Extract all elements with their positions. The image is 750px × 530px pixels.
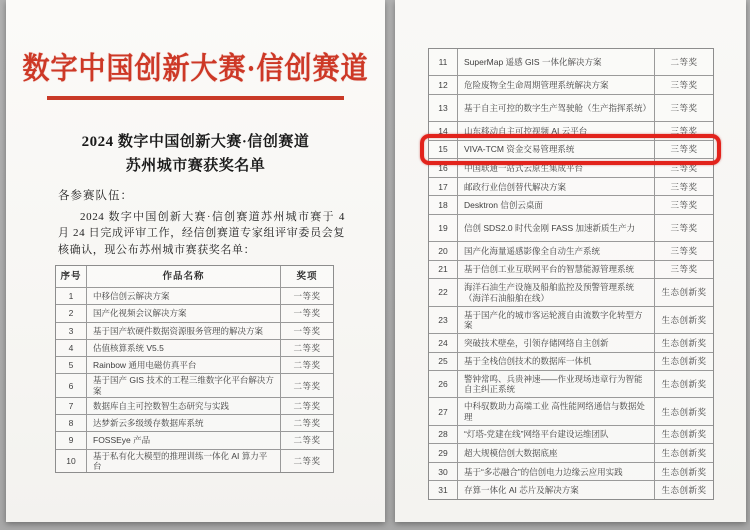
work-name: 存算一体化 AI 芯片及解决方案 [464,485,579,496]
table-row [56,415,333,432]
award-level: 一等奖 [280,305,333,321]
work-name: 达梦新云多级缓存数据库系统 [93,418,204,429]
work-name: 基于国产化的城市客运轮渡自由流数字化转型方案 [464,309,643,330]
row-number: 17 [429,178,458,196]
award-level: 二等奖 [280,415,333,431]
award-level: 一等奖 [280,288,333,304]
work-name: 基于私有化大模型的推理训练一体化 AI 算力平台 [93,450,268,471]
work-name: 超大规模信创大数据底座 [464,447,558,458]
banner-underline [47,96,344,100]
table-row [429,76,713,95]
row-number: 15 [429,141,458,159]
table-row [429,141,713,160]
work-name: FOSSEye 产品 [93,435,151,446]
award-level: 三等奖 [654,95,713,121]
award-level: 三等奖 [654,261,713,279]
award-level: 二等奖 [654,49,713,75]
work-name: 国产化视频会议解决方案 [93,308,187,319]
work-name: 估值核算系统 V5.5 [93,342,164,353]
document-title-line1: 2024 数字中国创新大赛·信创赛道 [81,133,310,150]
table-row [429,261,713,280]
table-row [56,305,333,322]
table-row [429,159,713,178]
table-row [429,426,713,445]
salutation: 各参赛队伍： [58,189,133,202]
table-row [429,196,713,215]
award-level: 二等奖 [280,432,333,448]
table-row [429,398,713,425]
row-number: 2 [56,305,87,321]
row-number: 8 [56,415,87,431]
row-number: 9 [56,432,87,448]
column-header-award: 奖项 [280,266,333,287]
award-level: 三等奖 [654,242,713,260]
page-left [6,0,385,522]
row-number: 1 [56,288,87,304]
work-name: 警钟常鸣、兵贵神速——作业现场违章行为智能自主纠正系统 [464,374,643,395]
row-number: 22 [429,279,458,305]
announcement-paragraph: 2024 数字中国创新大赛·信创赛道苏州城市赛于 4 月 24 日完成评审工作，经信创赛道专家组评审委员会复核确认，现公布苏州城市赛获奖名单： [58,210,345,256]
award-level: 三等奖 [654,215,713,241]
table-row [429,49,713,76]
row-number: 3 [56,323,87,339]
table-row [429,334,713,353]
row-number: 21 [429,261,458,279]
work-name: 基于国产软硬件数据资源服务管理的解决方案 [93,325,264,336]
row-number: 28 [429,426,458,444]
table-row [429,481,713,499]
row-number: 18 [429,196,458,214]
table-header-row [56,266,333,288]
award-level: 生态创新奖 [654,353,713,371]
award-level: 生态创新奖 [654,307,713,333]
document-title [6,130,385,178]
row-number: 19 [429,215,458,241]
table-row [429,215,713,242]
table-row [429,95,713,122]
table-row [429,444,713,463]
row-number: 24 [429,334,458,352]
row-number: 6 [56,374,87,396]
row-number: 4 [56,340,87,356]
work-name: 山东移动自主可控视频 AI 云平台 [464,125,588,136]
work-name: Rainbow 通用电磁仿真平台 [93,360,197,371]
work-name: 基于自主可控的数字生产驾驶舱（生产指挥系统） [464,102,652,113]
row-number: 30 [429,463,458,481]
award-level: 生态创新奖 [654,426,713,444]
award-level: 二等奖 [280,374,333,396]
table-row [429,279,713,306]
award-level: 生态创新奖 [654,279,713,305]
table-row [429,242,713,261]
table-row [429,122,713,141]
table-row [56,288,333,305]
award-level: 三等奖 [654,141,713,159]
work-name: 基于国产 GIS 技术的工程三维数字化平台解决方案 [93,375,274,396]
row-number: 10 [56,450,87,472]
row-number: 29 [429,444,458,462]
table-row [56,432,333,449]
row-number: 26 [429,371,458,397]
work-name: “灯塔-党建在线”网络平台建设运维团队 [464,429,609,440]
table-row [56,323,333,340]
work-name: 中科驭数助力高端工业 高性能网络通信与数据处理 [464,401,645,422]
work-name: 基于信创工业互联网平台的智慧能源管理系统 [464,264,635,275]
work-name: 基于“多芯融合”的信创电力边缘云应用实践 [464,466,623,477]
column-header-no: 序号 [56,266,87,287]
page-right [395,0,746,522]
work-name: VIVA-TCM 资金交易管理系统 [464,144,575,155]
award-level: 生态创新奖 [654,481,713,499]
row-number: 27 [429,398,458,424]
work-name: 突破技术壁垒，引领存储网络自主创新 [464,337,609,348]
work-name: 危险废物全生命周期管理系统解决方案 [464,80,609,90]
table-row [429,371,713,398]
work-name: 基于全栈信创技术的数据库一体机 [464,356,592,367]
work-name: 国产化海量遥感影像全自动生产系统 [464,245,601,256]
table-row [56,398,333,415]
row-number: 7 [56,398,87,414]
work-name: 数据库自主可控数智生态研究与实践 [93,400,230,411]
award-level: 三等奖 [654,76,713,94]
work-name: SuperMap 遥感 GIS 一体化解决方案 [464,57,602,68]
award-level: 生态创新奖 [654,463,713,481]
work-name: 中国联通一站式云原生集成平台 [464,162,584,173]
table-row [429,178,713,197]
row-number: 31 [429,481,458,499]
column-header-name: 作品名称 [162,270,205,282]
row-number: 16 [429,159,458,177]
work-name: 海洋石油生产设施及船舶监控及预警管理系统（海洋石油船舶在线） [464,282,635,303]
award-level: 生态创新奖 [654,398,713,424]
award-level: 生态创新奖 [654,334,713,352]
award-level: 生态创新奖 [654,371,713,397]
award-level: 二等奖 [280,340,333,356]
award-level: 三等奖 [654,178,713,196]
row-number: 12 [429,76,458,94]
work-name: 中移信创云解决方案 [93,291,170,302]
table-body-page1 [56,288,333,472]
award-level: 二等奖 [280,357,333,373]
table-row [56,340,333,357]
work-name: Desktron 信创云桌面 [464,200,543,211]
work-name: 信创 SDS2.0 时代金刚 FASS 加速新质生产力 [464,223,635,233]
table-row [56,374,333,397]
work-name: 邮政行业信创替代解决方案 [464,181,567,192]
row-number: 23 [429,307,458,333]
table-row [56,357,333,374]
table-row [56,450,333,472]
awards-table-page1 [55,265,334,473]
award-level: 三等奖 [654,196,713,214]
award-level: 二等奖 [280,450,333,472]
awards-table-page2 [428,48,714,500]
table-row [429,353,713,372]
row-number: 14 [429,122,458,140]
award-level: 三等奖 [654,159,713,177]
award-level: 三等奖 [654,122,713,140]
award-level: 一等奖 [280,323,333,339]
row-number: 20 [429,242,458,260]
award-level: 二等奖 [280,398,333,414]
table-row [429,463,713,482]
row-number: 13 [429,95,458,121]
row-number: 11 [429,49,458,75]
banner-title: 数字中国创新大赛·信创赛道 [22,51,369,86]
document-title-line2: 苏州城市赛获奖名单 [125,157,266,174]
award-level: 生态创新奖 [654,444,713,462]
table-row [429,307,713,334]
row-number: 5 [56,357,87,373]
row-number: 25 [429,353,458,371]
